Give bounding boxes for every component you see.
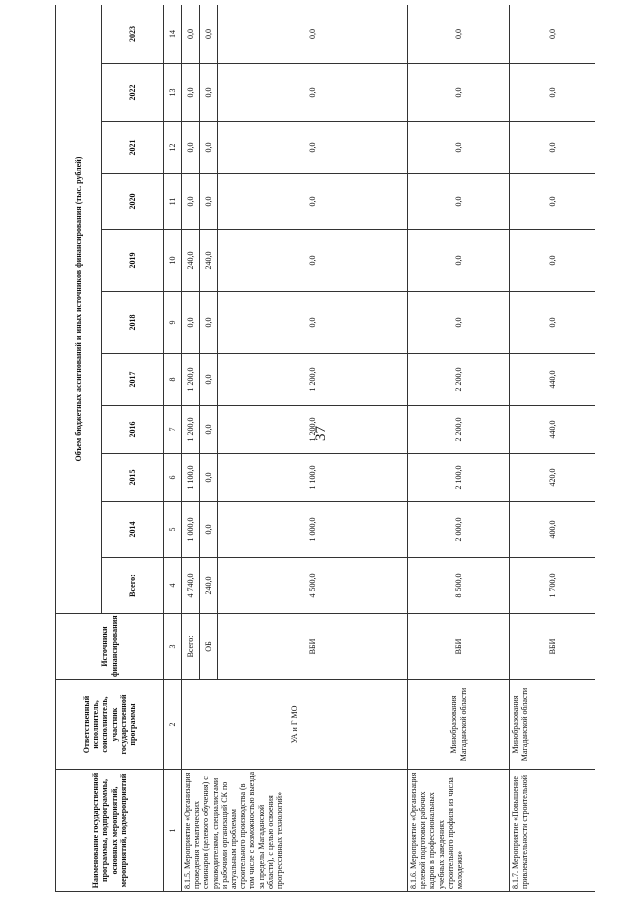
column-number: 13 (164, 64, 182, 122)
value-cell: 0,0 (408, 230, 510, 292)
value-cell: 0,0 (182, 292, 200, 354)
header-year: 2020 (102, 174, 164, 230)
column-number: 14 (164, 5, 182, 64)
value-cell: 0,0 (200, 122, 218, 174)
value-cell: 0,0 (218, 64, 408, 122)
column-number: 2 (164, 680, 182, 770)
column-number: 4 (164, 558, 182, 614)
value-cell: 0,0 (200, 502, 218, 558)
value-cell: 2 200,0 (408, 354, 510, 406)
row-executor-816: Минобразования Магаданской области (408, 680, 510, 770)
column-number: 10 (164, 230, 182, 292)
row-name-817: 8.1.7. Мероприятие «Повышение привлекательности строительной (510, 770, 596, 892)
value-cell: 0,0 (200, 406, 218, 454)
header-year: 2023 (102, 5, 164, 64)
value-cell: 240,0 (182, 230, 200, 292)
source-cell: ВБИ (408, 614, 510, 680)
table-row (182, 5, 200, 892)
value-cell: 0,0 (510, 174, 596, 230)
value-cell: 0,0 (408, 292, 510, 354)
value-cell: 2 200,0 (408, 406, 510, 454)
row-name-816: 8.1.6. Мероприятие «Организация целевой подготовки рабочих кадров в профессиональных учебных заведениях строительного профиля из числа молодежи» (408, 770, 510, 892)
value-cell: 0,0 (200, 174, 218, 230)
header-year: 2014 (102, 502, 164, 558)
value-cell: 4 740,0 (182, 558, 200, 614)
value-cell: 0,0 (218, 174, 408, 230)
value-cell: 2 100,0 (408, 454, 510, 502)
value-cell: 0,0 (182, 174, 200, 230)
value-cell: 1 200,0 (182, 354, 200, 406)
value-cell: 1 700,0 (510, 558, 596, 614)
value-cell: 1 200,0 (218, 354, 408, 406)
header-row-1 (56, 5, 102, 892)
value-cell: 0,0 (182, 5, 200, 64)
value-cell: 0,0 (200, 64, 218, 122)
value-cell: 1 000,0 (182, 502, 200, 558)
value-cell: 0,0 (510, 5, 596, 64)
value-cell: 0,0 (218, 230, 408, 292)
value-cell: 1 100,0 (218, 454, 408, 502)
header-funding: Объем бюджетных ассигнований и иных источников финансирования (тыс. рублей) (56, 5, 102, 614)
value-cell: 0,0 (200, 292, 218, 354)
value-cell: 0,0 (408, 174, 510, 230)
row-executor-815: УА и Г МО (182, 680, 408, 770)
header-year: 2021 (102, 122, 164, 174)
value-cell: 0,0 (408, 122, 510, 174)
value-cell: 0,0 (182, 64, 200, 122)
value-cell: 0,0 (510, 292, 596, 354)
column-number: 7 (164, 406, 182, 454)
value-cell: 240,0 (200, 230, 218, 292)
value-cell: 440,0 (510, 406, 596, 454)
table-row (510, 5, 596, 892)
header-year: 2017 (102, 354, 164, 406)
funding-table (55, 5, 595, 892)
value-cell: 0,0 (218, 292, 408, 354)
header-source: Источники финансирования (56, 614, 164, 680)
source-cell: ОБ (200, 614, 218, 680)
value-cell: 420,0 (510, 454, 596, 502)
source-cell: Всего: (182, 614, 200, 680)
value-cell: 0,0 (200, 354, 218, 406)
header-year: 2015 (102, 454, 164, 502)
column-number: 12 (164, 122, 182, 174)
source-cell: ВБИ (510, 614, 596, 680)
column-number: 5 (164, 502, 182, 558)
column-number: 8 (164, 354, 182, 406)
value-cell: 0,0 (218, 122, 408, 174)
value-cell: 1 000,0 (218, 502, 408, 558)
value-cell: 1 100,0 (182, 454, 200, 502)
table-row (408, 5, 510, 892)
column-number: 9 (164, 292, 182, 354)
value-cell: 0,0 (408, 5, 510, 64)
value-cell: 2 000,0 (408, 502, 510, 558)
value-cell: 0,0 (200, 454, 218, 502)
value-cell: 1 200,0 (182, 406, 200, 454)
header-executor: Ответственный исполнитель, соисполнитель, участник государственной программы (56, 680, 164, 770)
value-cell: 0,0 (510, 64, 596, 122)
header-year: 2019 (102, 230, 164, 292)
header-year: 2018 (102, 292, 164, 354)
value-cell: 0,0 (200, 5, 218, 64)
row-executor-817: Минобразования Магаданской области (510, 680, 596, 770)
header-year: 2022 (102, 64, 164, 122)
value-cell: 240,0 (200, 558, 218, 614)
value-cell: 400,0 (510, 502, 596, 558)
value-cell: 0,0 (182, 122, 200, 174)
header-name: Наименование государственной программы, подпрограммы, основных мероприятий, мероприятий, подмероприятий (56, 770, 164, 892)
value-cell: 440,0 (510, 354, 596, 406)
column-number: 6 (164, 454, 182, 502)
value-cell: 0,0 (408, 64, 510, 122)
header-total: Всего: (102, 558, 164, 614)
source-cell: ВБИ (218, 614, 408, 680)
value-cell: 1 200,0 (218, 406, 408, 454)
value-cell: 4 500,0 (218, 558, 408, 614)
column-number-row (164, 5, 182, 892)
column-number: 1 (164, 770, 182, 892)
column-number: 11 (164, 174, 182, 230)
row-name-815: 8.1.5. Мероприятие «Организация проведения тематических семинаров (целевого обучения) с руководителями, специалистами и рабочими организаций СК по актуальным проблемам строительного производства (в том числе с возможностью выезда за пределы Магаданской области), с целью освоения прогрессивных технологий» (182, 770, 408, 892)
table-container (55, 5, 595, 892)
value-cell: 0,0 (510, 230, 596, 292)
value-cell: 8 500,0 (408, 558, 510, 614)
value-cell: 0,0 (218, 5, 408, 64)
column-number: 3 (164, 614, 182, 680)
page-number: 37 (313, 426, 329, 441)
header-year: 2016 (102, 406, 164, 454)
value-cell: 0,0 (510, 122, 596, 174)
